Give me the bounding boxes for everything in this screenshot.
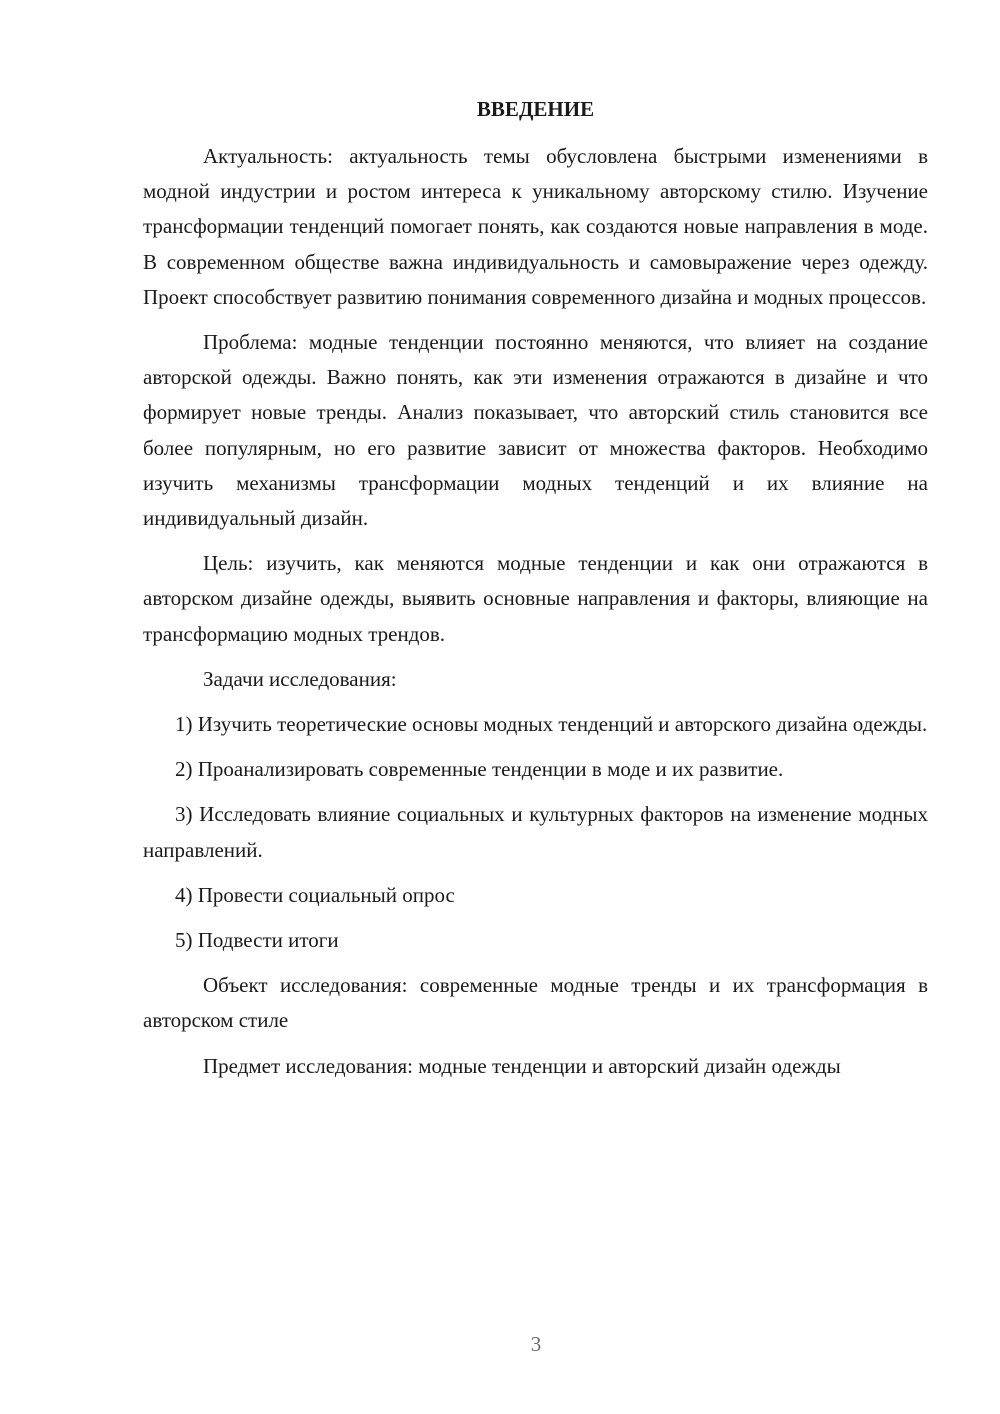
subject-paragraph: Предмет исследования: модные тенденции и авторский дизайн одежды: [203, 1053, 841, 1078]
goal-paragraph: Цель: изучить, как меняются модные тенденции и как они отражаются в авторском дизайне одежды, выявить основные направления и факторы, влияющие на трансформацию модных трендов.: [143, 551, 928, 646]
object-paragraph: Объект исследования: современные модные тренды и их трансформация в авторском стиле: [143, 973, 928, 1033]
task-item-1: 1) Изучить теоретические основы модных тенденций и авторского дизайна одежды.: [175, 712, 928, 737]
page-title: ВВЕДЕНИЕ: [476, 97, 595, 121]
task-item-2: 2) Проанализировать современные тенденции в моде и их развитие.: [175, 757, 784, 782]
task-item-3: 3) Исследовать влияние социальных и культурных факторов на изменение модных направлений.: [143, 802, 928, 862]
problem-paragraph: Проблема: модные тенденции постоянно меняются, что влияет на создание авторской одежды. Важно понять, как эти изменения отражаются в дизайне и что формирует новые тренды. Анализ показывает, что авторский стиль становится все более популярным, но его развитие зависит от множества факторов. Необходимо изучить механизмы трансформации модных тенденций и их влияние на индивидуальный дизайн.: [143, 330, 928, 531]
document-page: [143, 92, 928, 1094]
task-item-4: 4) Провести социальный опрос: [175, 882, 455, 907]
task-item-5: 5) Подвести итоги: [175, 928, 339, 953]
page-number: 3: [530, 1332, 542, 1356]
relevance-paragraph: Актуальность: актуальность темы обусловлена быстрыми изменениями в модной индустрии и ростом интереса к уникальному авторскому стилю. Изучение трансформации тенденций помогает понять, как создаются новые направления в моде. В современном обществе важна индивидуальность и самовыражение через одежду. Проект способствует развитию понимания современного дизайна и модных процессов.: [143, 144, 928, 309]
tasks-title: Задачи исследования:: [203, 666, 397, 691]
